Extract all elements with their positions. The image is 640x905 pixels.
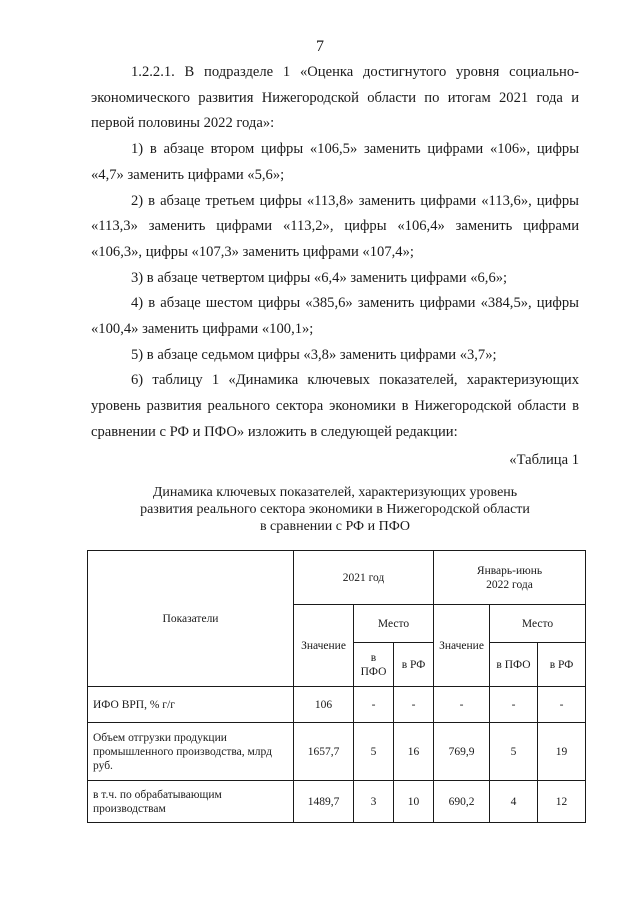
header-rf-2022: в РФ [538,643,586,687]
paragraph-item-5: 5) в абзаце седьмом цифры «3,8» заменить цифрами «3,7»; [131,346,497,363]
cell-rf-2022: - [538,687,586,723]
header-2022-line1: Январь-июнь [476,564,543,577]
indicators-table [87,550,586,823]
row-label: Объем отгрузки продукции промышленного производства, млрд руб. [88,723,294,781]
table-row [88,781,586,823]
cell-value-2022: 690,2 [434,781,490,823]
cell-value-2021: 106 [294,687,354,723]
table-row [88,723,586,781]
row-label: ИФО ВРП, % г/г [88,687,294,723]
table-caption [91,484,579,535]
header-indicators: Показатели [88,551,294,687]
cell-pfo-2022: - [490,687,538,723]
header-place-2021: Место [354,605,434,643]
header-2022-line2: 2022 года [486,578,533,591]
header-rf-2021: в РФ [394,643,434,687]
table-row [88,687,586,723]
header-pfo-2022: в ПФО [490,643,538,687]
header-value-2022: Значение [434,605,490,687]
paragraph-item-3: 3) в абзаце четвертом цифры «6,4» заменить цифрами «6,6»; [131,269,508,286]
table-label: «Таблица 1 [509,451,579,468]
cell-pfo-2021: - [354,687,394,723]
cell-value-2021: 1657,7 [294,723,354,781]
header-place-2022: Место [490,605,586,643]
cell-pfo-2022: 5 [490,723,538,781]
paragraph-item-2: 2) в абзаце третьем цифры «113,8» заменить цифрами «113,6», цифры «113,3» заменить цифрами «113,2», цифры «106,4» заменить цифрами «106,3», цифры «107,3» заменить цифрами «107,4»; [91,192,579,260]
cell-value-2021: 1489,7 [294,781,354,823]
header-2021: 2021 год [294,551,434,605]
paragraph-item-6: 6) таблицу 1 «Динамика ключевых показателей, характеризующих уровень развития реального сектора экономики в Нижегородской области в сравнении с РФ и ПФО» изложить в следующей редакции: [91,372,579,440]
cell-pfo-2021: 5 [354,723,394,781]
paragraph-intro: 1.2.2.1. В подразделе 1 «Оценка достигнутого уровня социально-экономического развития Нижегородской области по итогам 2021 года и первой половины 2022 года»: [91,64,579,132]
header-2022 [434,551,586,605]
header-pfo-line2: ПФО [360,665,387,678]
cell-rf-2021: 10 [394,781,434,823]
cell-rf-2022: 12 [538,781,586,823]
row-label: в т.ч. по обрабатывающим производствам [88,781,294,823]
cell-value-2022: 769,9 [434,723,490,781]
paragraph-item-1: 1) в абзаце втором цифры «106,5» заменить цифрами «106», цифры «4,7» заменить цифрами «5,6»; [91,141,579,183]
caption-line: в сравнении с РФ и ПФО [259,519,411,534]
header-pfo-2021 [354,643,394,687]
cell-rf-2022: 19 [538,723,586,781]
cell-pfo-2021: 3 [354,781,394,823]
caption-line: Динамика ключевых показателей, характеризующих уровень [152,485,518,500]
body-text [91,60,579,473]
cell-rf-2021: 16 [394,723,434,781]
cell-value-2022: - [434,687,490,723]
paragraph-item-4: 4) в абзаце шестом цифры «385,6» заменить цифрами «384,5», цифры «100,4» заменить цифрами «100,1»; [91,295,579,338]
cell-rf-2021: - [394,687,434,723]
cell-pfo-2022: 4 [490,781,538,823]
caption-line: развития реального сектора экономики в Нижегородской области [140,502,530,517]
page-number: 7 [316,38,324,55]
header-pfo-line1: в [370,651,377,664]
header-value-2021: Значение [294,605,354,687]
